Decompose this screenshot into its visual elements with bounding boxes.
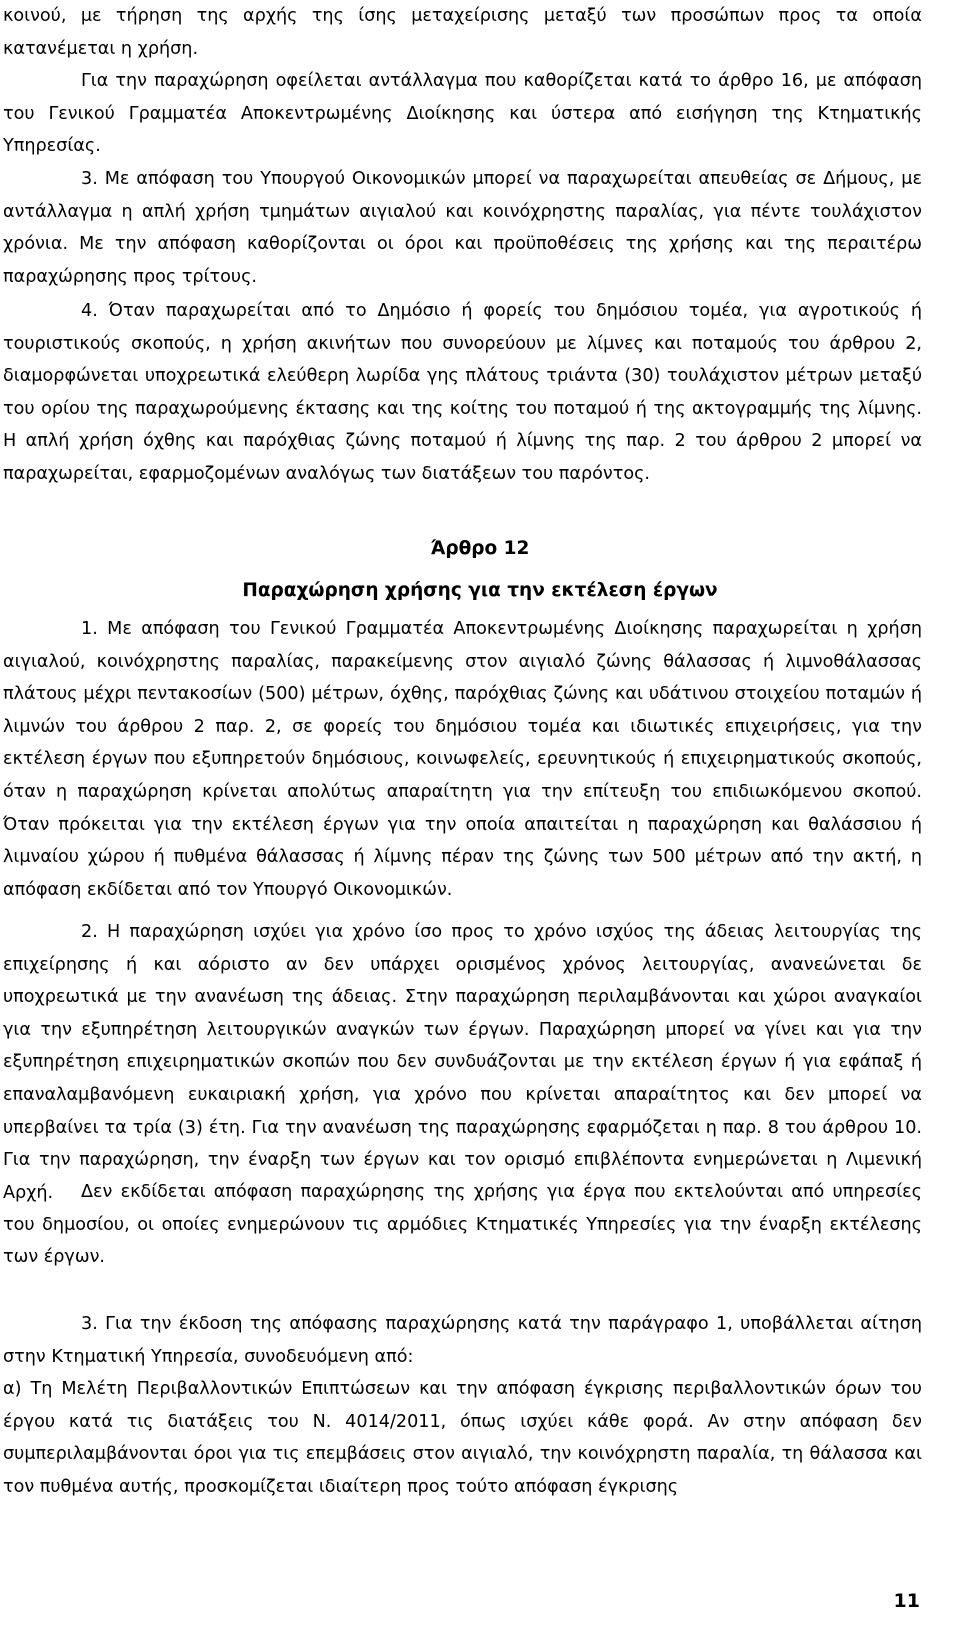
article-title: Παραχώρηση χρήσης για την εκτέλεση έργων (242, 580, 718, 601)
article-paragraph-exemption: Δεν εκδίδεται απόφαση παραχώρησης της χρήσης για έργα που εκτελούνται από υπηρεσίες του δημοσίου, οι οποίες ενημερώνουν τις αρμόδιες Κτηματικές Υπηρεσίες για την έναρξη εκτέλεσης των έργων. (3, 1182, 922, 1268)
article-paragraph-3a: α) Τη Μελέτη Περιβαλλοντικών Επιπτώσεων και την απόφαση έγκρισης περιβαλλοντικών όρων του έργου κατά τις διατάξεις του Ν. 4014/2011, όπως ισχύει κάθε φορά. Αν στην απόφαση δεν συμπεριλαμβάνονται όροι για τις επεμβάσεις στον αιγιαλό, την κοινόχρηστη παραλία, τη θάλασσα και τον πυθμένα αυτής, προσκομίζεται ιδιαίτερη προς τούτο απόφαση έγκρισης (3, 1379, 922, 1497)
article-paragraph-1: 1. Με απόφαση του Γενικού Γραμματέα Αποκεντρωμένης Διοίκησης παραχωρείται η χρήση αιγιαλού, κοινόχρηστης παραλίας, παρακείμενης στον αιγιαλό ζώνης θάλασσας ή λιμνοθάλασσας πλάτους μέχρι πεντακοσίων (500) μέτρων, όχθης, παρόχθιας ζώνης και υδάτινου στοιχείου ποταμών ή λιμνών του άρθρου 2 παρ. 2, σε φορείς του δημόσιου τομέα και ιδιωτικές επιχειρήσεις, για την εκτέλεση έργων που εξυπηρετούν δημόσιους, κοινωφελείς, ερευνητικούς ή επιχειρηματικούς σκοπούς, όταν η παραχώρηση κρίνεται απολύτως απαραίτητη για την επίτευξη του επιδιωκόμενου σκοπού. Όταν πρόκειται για την εκτέλεση έργων για την οποία απαιτείται η παραχώρηση και θαλάσσιου ή λιμναίου χώρου ή πυθμένα θάλασσας ή λίμνης πέραν της ζώνης των 500 μέτρων από την ακτή, η απόφαση εκδίδεται από τον Υπουργό Οικονομικών. (3, 619, 922, 900)
paragraph-continuation: κοινού, με τήρηση της αρχής της ίσης μεταχείρισης μεταξύ των προσώπων προς τα οποία κατανέμεται η χρήση. (3, 6, 922, 59)
article-paragraph-3: 3. Για την έκδοση της απόφασης παραχώρησης κατά την παράγραφο 1, υποβάλλεται αίτηση στην Κτηματική Υπηρεσία, συνοδευόμενη από: (3, 1314, 922, 1367)
page-number: 11 (893, 1590, 920, 1612)
article-paragraph-2: 2. Η παραχώρηση ισχύει για χρόνο ίσο προς το χρόνο ισχύος της άδειας λειτουργίας της επιχείρησης ή και αόριστο αν δεν υπάρχει ορισμένος χρόνος λειτουργίας, ανανεώνεται δε υποχρεωτικά με την ανανέωση της άδειας. Στην παραχώρηση περιλαμβάνονται και χώροι αναγκαίοι για την εξυπηρέτηση λειτουργικών αναγκών των έργων. Παραχώρηση μπορεί να γίνει και για την εξυπηρέτηση επιχειρηματικών σκοπών που δεν συνδυάζονται με την εκτέλεση έργων ή για εφάπαξ ή επαναλαμβανόμενη ευκαιριακή χρήση, για χρόνο που κρίνεται απαραίτητος και δεν μπορεί να υπερβαίνει τα τρία (3) έτη. Για την ανανέωση της παραχώρησης εφαρμόζεται η παρ. 8 του άρθρου 10. Για την παραχώρηση, την έναρξη των έργων και τον ορισμό επιβλέποντα ενημερώνεται η Λιμενική Αρχή. (3, 922, 922, 1203)
article-heading: Άρθρο 12 (430, 538, 530, 559)
paragraph-4-lakes-rivers: 4. Όταν παραχωρείται από το Δημόσιο ή φορείς του δημόσιου τομέα, για αγροτικούς ή τουριστικούς σκοπούς, η χρήση ακινήτων που συνορεύουν με λίμνες και ποταμούς του άρθρου 2, διαμορφώνεται υποχρεωτικά ελεύθερη λωρίδα γης πλάτους τριάντα (30) τουλάχιστον μέτρων μεταξύ του ορίου της παραχωρούμενης έκτασης και της κοίτης του ποταμού ή της ακτογραμμής της λίμνης. Η απλή χρήση όχθης και παρόχθιας ζώνης ποταμού ή λίμνης της παρ. 2 του άρθρου 2 μπορεί να παραχωρείται, εφαρμοζομένων αναλόγως των διατάξεων του παρόντος. (3, 301, 922, 484)
paragraph-consideration: Για την παραχώρηση οφείλεται αντάλλαγμα που καθορίζεται κατά το άρθρο 16, με απόφαση του Γενικού Γραμματέα Αποκεντρωμένης Διοίκησης και ύστερα από εισήγηση της Κτηματικής Υπηρεσίας. (3, 71, 922, 157)
paragraph-3-municipalities: 3. Με απόφαση του Υπουργού Οικονομικών μπορεί να παραχωρείται απευθείας σε Δήμους, με αντάλλαγμα η απλή χρήση τμημάτων αιγιαλού και κοινόχρηστης παραλίας, για πέντε τουλάχιστον χρόνια. Με την απόφαση καθορίζονται οι όροι και προϋποθέσεις της χρήσης και της περαιτέρω παραχώρησης προς τρίτους. (3, 169, 922, 287)
